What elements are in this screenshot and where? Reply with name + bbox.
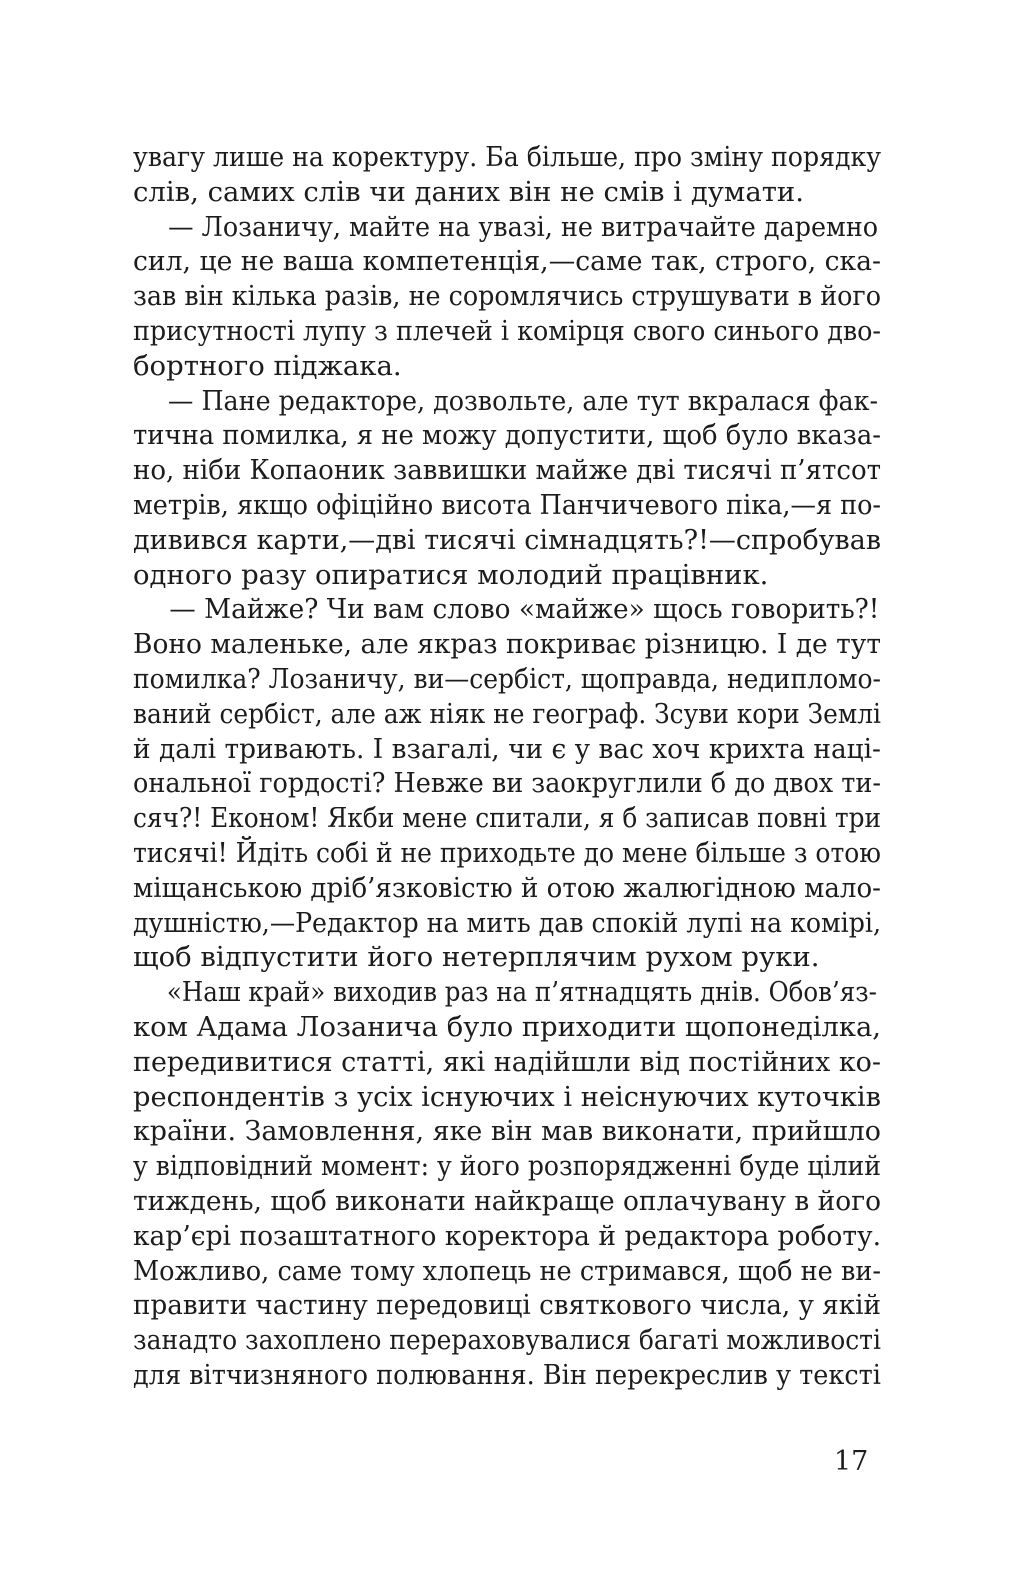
text-line: у відповідний момент: у його розпорядженні буде цілий — [133, 1150, 881, 1183]
text-line: правити частину передовиці святкового числа, у якій — [133, 1289, 882, 1322]
text-line: ком Адама Лозанича було приходити щопонеділка, — [133, 1010, 881, 1043]
text-line: для вітчизняного полювання. Він перекреслив у тексті — [133, 1358, 881, 1391]
text-line: метрів, якщо офіційно висота Панчичевого піка,—я по- — [133, 488, 882, 521]
text-line: ональної гордості? Невже ви заокруглили б до двох ти- — [133, 767, 881, 800]
text-line: — Майже? Чи вам слово «майже» щось говорить?! — [169, 593, 880, 626]
text-line: респондентів з усіх існуючих і неіснуючих куточків — [133, 1080, 881, 1113]
text-line: помилка? Лозаничу, ви—сербіст, щоправда, недипломо- — [133, 662, 882, 695]
text-line: увагу лише на коректуру. Ба більше, про зміну порядку — [133, 141, 882, 173]
text-line: сил, це не ваша компетенція,—саме так, строго, ска- — [133, 245, 882, 278]
book-page-text — [133, 140, 881, 1393]
text-line: «Наш край» виходив раз на п’ятнадцять днів. Обов’яз- — [166, 976, 877, 1009]
text-line: передивитися статті, які надійшли від постійних ко- — [133, 1045, 881, 1078]
text-line: міщанською дріб’язковістю й отою жалюгідною мало- — [133, 871, 881, 904]
page-number: 17 — [834, 1446, 869, 1477]
text-line: занадто захоплено перераховувалися багаті можливості — [133, 1324, 881, 1357]
text-line: но, ніби Копаоник заввишки майже дві тисячі п’ятсот — [133, 454, 882, 487]
text-line: слів, самих слів чи даних він не смів і думати. — [133, 175, 804, 208]
text-line: й далі тривають. І взагалі, чи є у вас хоч крихта наці- — [133, 732, 881, 765]
text-line: — Пане редакторе, дозвольте, але тут вкралася фак- — [168, 384, 879, 417]
text-line: ваний сербіст, але аж ніяк не географ. Зсуви кори Землі — [133, 697, 882, 730]
text-line: бортного піджака. — [133, 349, 402, 382]
text-line: душністю,—Редактор на мить дав спокій лупі на комірі, — [133, 906, 881, 939]
text-line: тиждень, щоб виконати найкраще оплачувану в його — [133, 1184, 882, 1217]
text-line: Воно маленьке, але якраз покриває різницю. І де тут — [133, 628, 882, 661]
text-line: дивився карти,—дві тисячі сімнадцять?!—спробував — [133, 523, 882, 556]
text-line: одного разу опиратися молодий працівник. — [133, 558, 769, 591]
text-line: зав він кілька разів, не соромлячись струшувати в його — [133, 280, 882, 313]
text-line: — Лозаничу, майте на увазі, не витрачайте даремно — [168, 210, 879, 243]
text-line: Можливо, саме тому хлопець не стримався, щоб не ви- — [133, 1254, 882, 1287]
text-line: тисячі! Йдіть собі й не приходьте до мене більше з отою — [133, 836, 882, 869]
text-line: кар’єрі позаштатного коректора й редактора роботу. — [133, 1219, 882, 1252]
text-line: тична помилка, я не можу допустити, щоб було вказа- — [133, 419, 881, 452]
text-line: щоб відпустити його нетерплячим рухом руки. — [133, 941, 820, 974]
text-line: сяч?! Економ! Якби мене спитали, я б записав повні три — [133, 802, 882, 835]
text-line: країни. Замовлення, яке він мав виконати, прийшло — [133, 1115, 881, 1148]
text-line: присутності лупу з плечей і комірця свого синього дво- — [133, 314, 882, 347]
